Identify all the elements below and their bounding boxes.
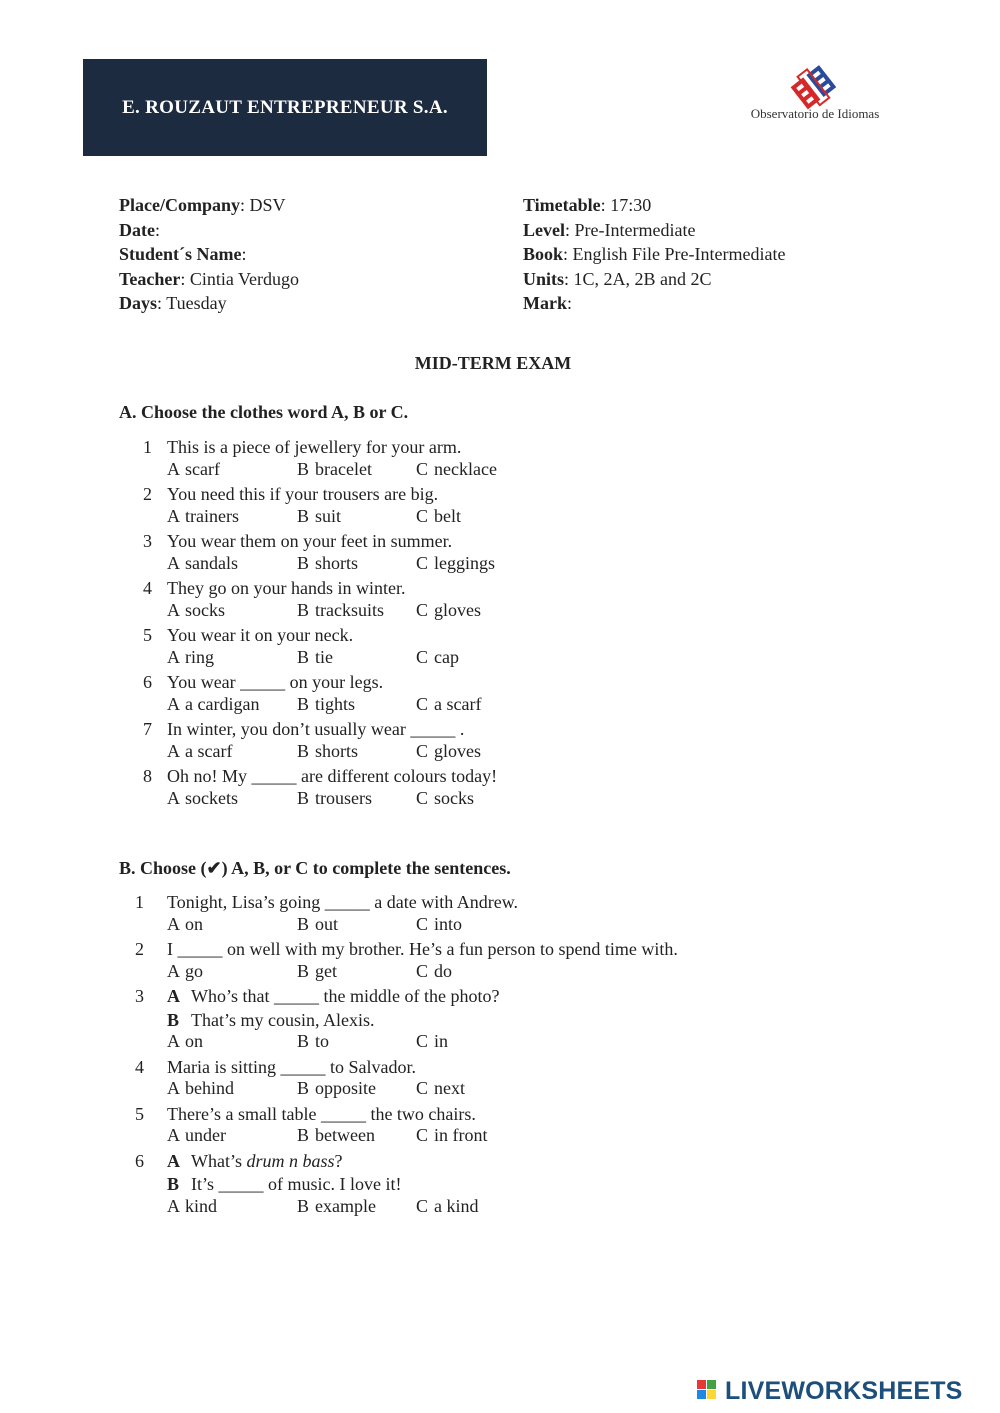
option-letter: B xyxy=(297,740,310,761)
info-label: Place/Company xyxy=(119,195,240,215)
logo-square-icon xyxy=(707,1390,716,1399)
italic-term: drum n bass xyxy=(246,1150,335,1171)
option-text: tie xyxy=(315,646,333,667)
option-text: on xyxy=(185,1031,203,1051)
option-letter: B xyxy=(297,1195,310,1216)
liveworksheets-text: LIVEWORKSHEETS xyxy=(725,1377,963,1405)
info-value: Cintia Verdugo xyxy=(189,268,300,289)
option-letter: C xyxy=(416,505,429,526)
answer-option xyxy=(297,1125,375,1146)
option-text: shorts xyxy=(315,552,359,573)
option-letter: C xyxy=(416,1195,429,1216)
answer-option xyxy=(297,914,338,935)
answer-option xyxy=(416,961,452,982)
line-text: Who’s that _____ the middle of the photo? xyxy=(191,986,500,1006)
option-text: behind xyxy=(185,1078,234,1098)
option-letter: C xyxy=(416,1078,429,1098)
question-text: You wear _____ on your legs. xyxy=(167,672,384,692)
option-text: example xyxy=(315,1195,376,1216)
question-text: You wear them on your feet in summer. xyxy=(167,531,453,551)
option-text: opposite xyxy=(315,1078,376,1098)
answer-option xyxy=(167,1125,226,1146)
option-text: a kind xyxy=(434,1195,479,1216)
option-letter: B xyxy=(297,960,310,981)
answer-option xyxy=(416,1125,488,1146)
answer-option xyxy=(297,1078,376,1099)
answer-option xyxy=(167,961,203,982)
option-letter: A xyxy=(167,1195,180,1216)
question-text xyxy=(167,1172,401,1196)
option-text: gloves xyxy=(434,599,481,620)
answer-option xyxy=(297,506,341,527)
question-number: 4 xyxy=(135,1056,144,1077)
info-row xyxy=(119,291,299,316)
option-letter: B xyxy=(297,1078,310,1098)
option-letter: C xyxy=(416,599,429,620)
info-label: Timetable xyxy=(523,195,601,215)
option-letter: C xyxy=(416,787,429,808)
info-colon: : xyxy=(157,293,163,313)
answer-option xyxy=(297,647,333,668)
question-text xyxy=(167,1008,375,1032)
option-letter: C xyxy=(416,1031,429,1051)
info-row xyxy=(523,242,786,267)
option-letter: B xyxy=(297,552,310,573)
option-letter: C xyxy=(416,552,429,573)
answer-option xyxy=(416,553,495,574)
info-label: Mark xyxy=(523,293,567,313)
option-text: to xyxy=(315,1031,330,1051)
info-row xyxy=(523,193,786,218)
info-row xyxy=(119,242,299,267)
info-value: DSV xyxy=(249,195,286,215)
answer-option xyxy=(297,741,358,762)
option-text: in front xyxy=(434,1125,488,1145)
info-colon: : xyxy=(180,268,186,289)
question-text xyxy=(167,984,499,1008)
answer-option xyxy=(167,1196,217,1217)
question-number: 2 xyxy=(135,939,144,959)
option-letter: C xyxy=(416,646,429,667)
info-value: 1C, 2A, 2B and 2C xyxy=(573,268,712,289)
info-label: Student´s Name xyxy=(119,244,242,264)
option-letter: A xyxy=(167,913,180,934)
info-colon: : xyxy=(240,195,246,215)
info-label: Book xyxy=(523,244,564,264)
option-text: socks xyxy=(434,787,474,808)
info-colon: : xyxy=(154,219,160,240)
question-number: 8 xyxy=(143,766,152,786)
line-text: Tonight, Lisa’s going _____ a date with Andrew. xyxy=(167,892,519,912)
answer-option xyxy=(297,600,384,621)
option-text: in xyxy=(434,1031,449,1051)
observatorio-logo xyxy=(735,62,895,132)
option-text: trousers xyxy=(315,787,372,808)
logo-square-icon xyxy=(707,1380,716,1389)
option-letter: A xyxy=(167,505,180,526)
question-number: 6 xyxy=(143,672,152,692)
option-text: gloves xyxy=(434,740,481,761)
question-number: 2 xyxy=(143,484,152,504)
info-row xyxy=(523,267,786,292)
option-letter: A xyxy=(167,458,180,479)
line-text: That’s my cousin, Alexis. xyxy=(191,1009,375,1030)
answer-option xyxy=(167,647,214,668)
info-label: Teacher xyxy=(119,268,181,289)
option-letter: B xyxy=(297,1125,310,1145)
info-label: Level xyxy=(523,219,565,240)
option-letter: B xyxy=(297,693,310,714)
answer-option xyxy=(167,506,239,527)
info-value: English File Pre-Intermediate xyxy=(572,244,786,264)
line-text: What’s xyxy=(191,1150,247,1171)
answer-option xyxy=(416,1031,448,1052)
section-a-title: A. Choose the clothes word A, B or C. xyxy=(119,402,409,422)
option-letter: C xyxy=(416,1125,429,1145)
option-letter: A xyxy=(167,1125,180,1145)
info-right-column xyxy=(523,193,786,316)
info-colon: : xyxy=(241,244,247,264)
speaker-label: A xyxy=(167,986,180,1006)
option-text: ring xyxy=(185,646,214,667)
option-text: do xyxy=(434,960,452,981)
exam-title: MID-TERM EXAM xyxy=(414,353,572,373)
company-banner xyxy=(83,59,487,156)
option-text: next xyxy=(434,1078,465,1098)
answer-option xyxy=(167,741,232,762)
option-letter: A xyxy=(167,599,180,620)
section-b-title: B. Choose (✔) A, B, or C to complete the sentences. xyxy=(119,858,511,878)
info-row xyxy=(119,218,299,243)
option-letter: C xyxy=(416,740,429,761)
option-letter: B xyxy=(297,787,310,808)
question-text: You wear it on your neck. xyxy=(167,625,354,645)
option-text: sandals xyxy=(185,552,238,573)
answer-option xyxy=(167,694,259,715)
option-text: tracksuits xyxy=(315,599,384,620)
line-text: It’s _____ of music. I love it! xyxy=(191,1174,402,1194)
answer-option xyxy=(416,1196,479,1217)
info-label: Days xyxy=(119,293,158,313)
option-letter: C xyxy=(416,913,429,934)
option-text: out xyxy=(315,913,339,934)
option-text: scarf xyxy=(185,458,220,479)
option-letter: C xyxy=(416,693,429,714)
company-banner-text: E. ROUZAUT ENTREPRENEUR S.A. xyxy=(122,96,448,118)
question-text xyxy=(167,1055,416,1079)
option-text: a scarf xyxy=(185,740,233,761)
info-row xyxy=(523,218,786,243)
question-number: 1 xyxy=(135,892,144,912)
info-colon: : xyxy=(564,268,570,289)
answer-option xyxy=(297,694,355,715)
answer-option xyxy=(416,600,481,621)
question-text: You need this if your trousers are big. xyxy=(167,484,439,504)
question-text xyxy=(167,1102,476,1126)
option-text: a scarf xyxy=(434,693,482,714)
option-text: belt xyxy=(434,505,461,526)
option-text: trainers xyxy=(185,505,239,526)
option-letter: B xyxy=(297,458,310,479)
answer-option xyxy=(167,1031,203,1052)
option-text: go xyxy=(185,960,203,981)
answer-option xyxy=(416,914,462,935)
answer-option xyxy=(167,788,238,809)
question-text: They go on your hands in winter. xyxy=(167,578,406,598)
info-colon: : xyxy=(600,195,606,215)
option-letter: A xyxy=(167,552,180,573)
question-text xyxy=(167,937,678,961)
answer-option xyxy=(297,1196,376,1217)
option-text: shorts xyxy=(315,740,359,761)
logo-square-icon xyxy=(697,1380,706,1389)
question-text: In winter, you don’t usually wear _____ . xyxy=(167,719,465,739)
option-letter: B xyxy=(297,646,310,667)
info-label: Date xyxy=(119,219,155,240)
option-text: socks xyxy=(185,599,225,620)
answer-option xyxy=(167,914,203,935)
question-text: Oh no! My _____ are different colours today! xyxy=(167,766,498,786)
question-text xyxy=(167,890,518,914)
question-number: 3 xyxy=(143,531,152,551)
answer-option xyxy=(297,788,372,809)
option-letter: A xyxy=(167,1031,180,1051)
info-value: Pre-Intermediate xyxy=(574,219,696,240)
speaker-label: B xyxy=(167,1009,180,1030)
option-text: get xyxy=(315,960,337,981)
answer-option xyxy=(167,600,225,621)
answer-option xyxy=(416,506,461,527)
info-left-column xyxy=(119,193,299,316)
option-letter: A xyxy=(167,960,180,981)
answer-option xyxy=(416,741,481,762)
info-value: Tuesday xyxy=(166,293,227,313)
answer-option xyxy=(416,459,497,480)
option-text: suit xyxy=(315,505,342,526)
liveworksheets-logo xyxy=(697,1376,992,1406)
option-text: into xyxy=(434,913,463,934)
option-letter: B xyxy=(297,599,310,620)
answer-option xyxy=(167,553,238,574)
option-letter: B xyxy=(297,1031,310,1051)
question-number: 5 xyxy=(135,1103,144,1124)
option-text: under xyxy=(185,1125,226,1145)
line-text-after: ? xyxy=(334,1150,343,1171)
option-text: tights xyxy=(315,693,356,714)
option-letter: A xyxy=(167,740,180,761)
option-letter: B xyxy=(297,913,310,934)
line-text: There’s a small table _____ the two chairs. xyxy=(167,1103,476,1124)
speaker-label: B xyxy=(167,1174,180,1194)
option-letter: C xyxy=(416,960,429,981)
question-text xyxy=(167,1149,343,1173)
option-text: cap xyxy=(434,646,459,667)
info-label: Units xyxy=(523,268,565,289)
info-row xyxy=(119,267,299,292)
option-text: bracelet xyxy=(315,458,372,479)
line-text: I _____ on well with my brother. He’s a fun person to spend time with. xyxy=(167,939,678,959)
info-row xyxy=(523,291,786,316)
option-text: kind xyxy=(185,1195,218,1216)
option-text: necklace xyxy=(434,458,497,479)
logo-text: Observatorio de Idiomas xyxy=(750,106,880,121)
option-text: on xyxy=(185,913,203,934)
option-text: a cardigan xyxy=(185,693,260,714)
option-letter: C xyxy=(416,458,429,479)
answer-option xyxy=(416,647,459,668)
option-text: between xyxy=(315,1125,375,1145)
info-colon: : xyxy=(563,244,569,264)
question-number: 3 xyxy=(135,986,144,1006)
info-row xyxy=(119,193,299,218)
answer-option xyxy=(167,459,220,480)
question-number: 6 xyxy=(135,1150,144,1171)
line-text: Maria is sitting _____ to Salvador. xyxy=(167,1056,416,1077)
answer-option xyxy=(297,1031,329,1052)
question-number: 4 xyxy=(143,578,152,598)
option-letter: B xyxy=(297,505,310,526)
option-letter: A xyxy=(167,693,180,714)
speaker-label: A xyxy=(167,1150,180,1171)
answer-option xyxy=(416,694,481,715)
answer-option xyxy=(416,1078,465,1099)
answer-option xyxy=(297,553,358,574)
answer-option xyxy=(416,788,474,809)
option-letter: A xyxy=(167,646,180,667)
logo-square-icon xyxy=(697,1390,706,1399)
option-letter: A xyxy=(167,1078,180,1098)
question-number: 5 xyxy=(143,625,152,645)
info-colon: : xyxy=(565,219,571,240)
answer-option xyxy=(167,1078,234,1099)
question-text: This is a piece of jewellery for your arm. xyxy=(167,437,462,457)
info-colon: : xyxy=(567,293,573,313)
answer-option xyxy=(297,459,372,480)
question-number: 7 xyxy=(143,719,152,739)
info-value: 17:30 xyxy=(610,195,652,215)
observatorio-logo-icon xyxy=(785,62,845,110)
option-text: sockets xyxy=(185,787,238,808)
answer-option xyxy=(297,961,337,982)
option-text: leggings xyxy=(434,552,495,573)
question-number: 1 xyxy=(143,437,152,457)
option-letter: A xyxy=(167,787,180,808)
